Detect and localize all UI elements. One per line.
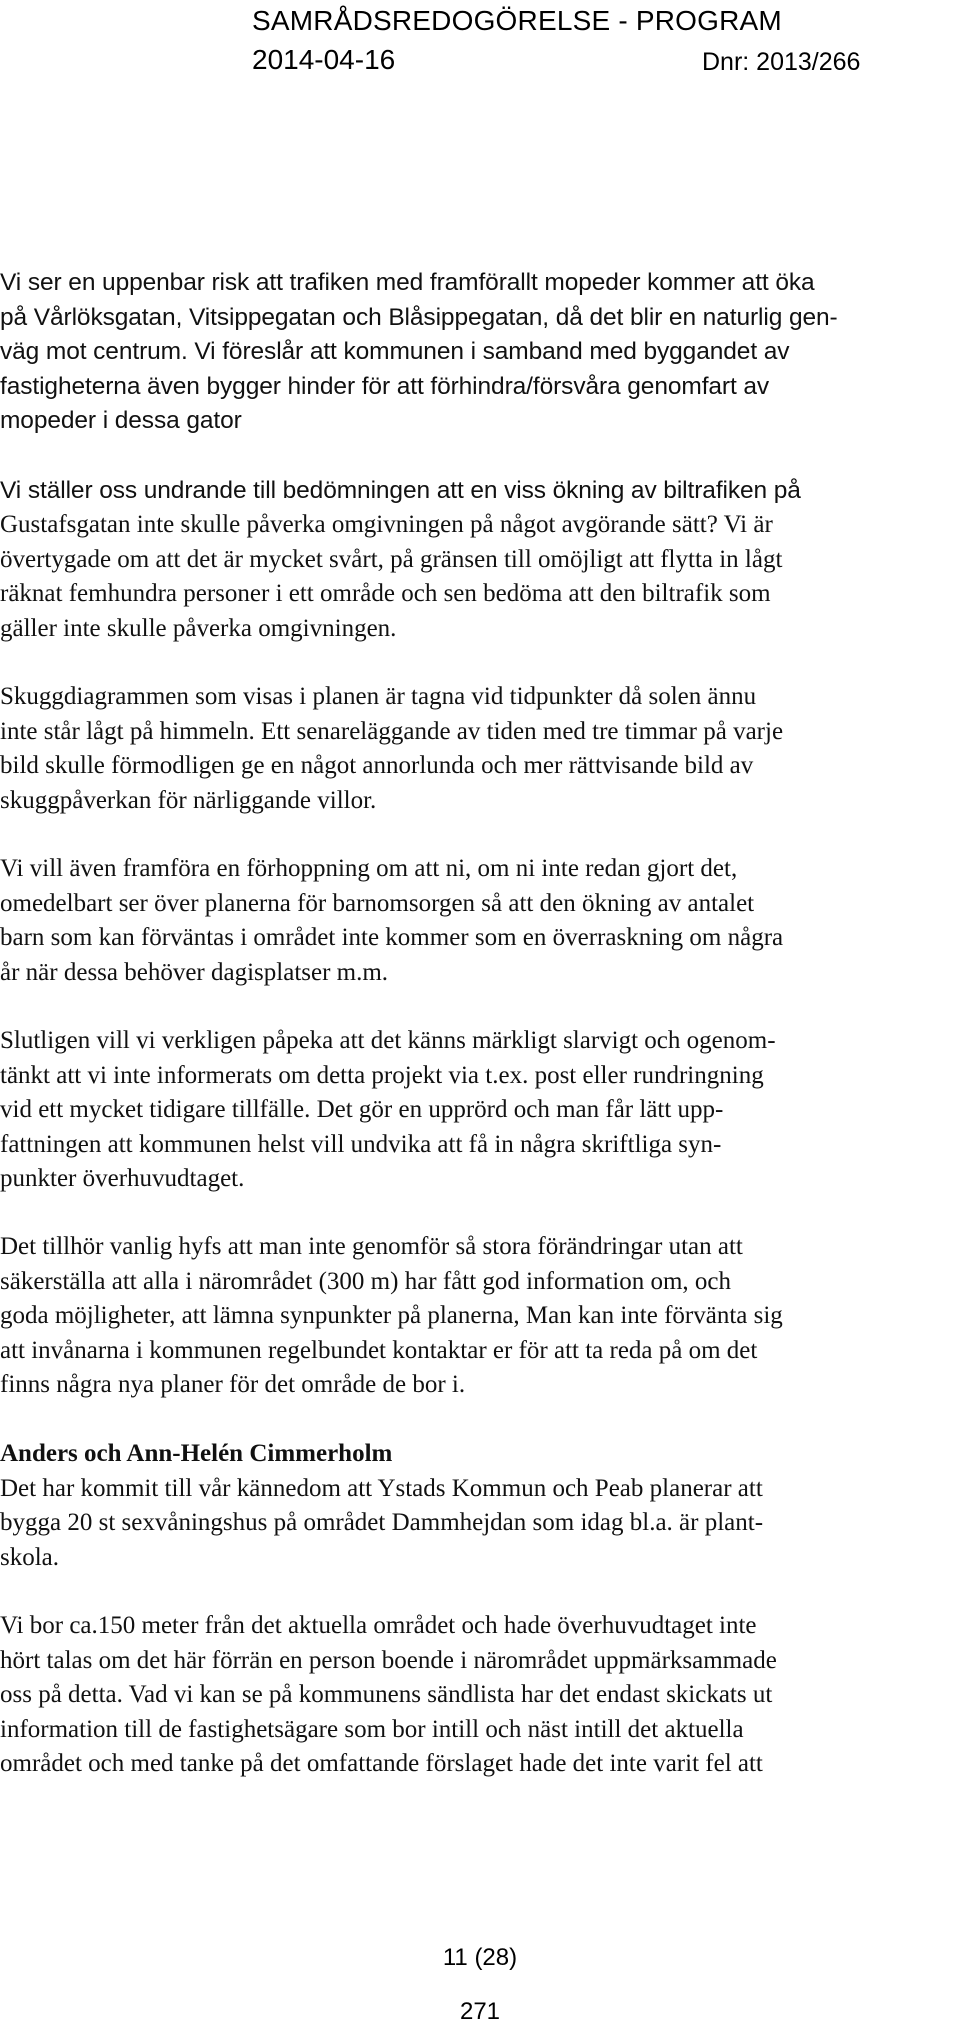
paragraph-shadow-diagrams: [0, 680, 960, 818]
text-line: Vi vill även framföra en förhoppning om att ni, om ni inte redan gjort det,: [0, 855, 738, 882]
text-line: gäller inte skulle påverka omgivningen.: [0, 614, 397, 642]
document-dnr: Dnr: 2013/266: [702, 48, 861, 76]
text-line: hört talas om det här förrän en person boende i närområdet uppmärksammade: [0, 1646, 777, 1674]
text-line: Gustafsgatan inte skulle påverka omgivningen på något avgörande sätt? Vi är: [0, 511, 773, 538]
text-line: säkerställa att alla i närområdet (300 m) har fått god information om, och: [0, 1267, 732, 1295]
text-line: inte står lågt på himmeln. Ett senareläggande av tiden med tre timmar på varje: [0, 717, 784, 745]
text-line: skola.: [0, 1543, 60, 1571]
paragraph-distance: [0, 1609, 960, 1782]
text-line: information till de fastighetsägare som bor intill och näst intill det aktuella: [0, 1715, 744, 1743]
text-line: vid ett mycket tidigare tillfälle. Det gör en upprörd och man får lätt upp-: [0, 1096, 724, 1124]
text-line: år när dessa behöver dagisplatser m.m.: [0, 958, 389, 986]
text-line: väg mot centrum. Vi föreslår att kommunen i samband med byggandet av: [0, 338, 790, 366]
document-title: SAMRÅDSREDOGÖRELSE - PROGRAM: [252, 5, 782, 36]
header-meta-row: [252, 40, 892, 80]
text-line: på Vårlöksgatan, Vitsippegatan och Blåsippegatan, då det blir en naturlig gen-: [0, 303, 838, 331]
page-number: 271: [459, 1998, 501, 2025]
text-line: att invånarna i kommunen regelbundet kontaktar er för att ta reda på om det: [0, 1336, 758, 1364]
text-line: området och med tanke på det omfattande förslaget hade det inte varit fel att: [0, 1750, 763, 1778]
paragraph-mopeds: [0, 266, 960, 439]
submitter-section: [0, 1437, 960, 1575]
text-line: fattningen att kommunen helst vill undvika att få in några skriftliga syn-: [0, 1130, 722, 1158]
text-line: bygga 20 st sexvåningshus på området Dammhejdan som idag bl.a. är plant-: [0, 1509, 764, 1537]
document-header: [252, 2, 892, 80]
text-line: bild skulle förmodligen ge en något annorlunda och mer rättvisande bild av: [0, 752, 754, 780]
text-line: tänkt att vi inte informerats om detta projekt via t.ex. post eller rundringning: [0, 1061, 764, 1089]
document-date: 2014-04-16: [252, 44, 396, 75]
text-line: finns några nya planer för det område de bor i.: [0, 1371, 466, 1399]
text-line: Det har kommit till vår kännedom att Ystads Kommun och Peab planerar att: [0, 1474, 763, 1502]
text-line: Vi bor ca.150 meter från det aktuella området och hade överhuvudtaget inte: [0, 1612, 757, 1639]
text-line: barn som kan förväntas i området inte kommer som en överraskning om några: [0, 924, 784, 952]
text-line: mopeder i dessa gator: [0, 407, 242, 435]
paragraph-childcare: [0, 852, 960, 990]
text-line: Det tillhör vanlig hyfs att man inte genomför så stora förändringar utan att: [0, 1233, 743, 1260]
text-line: oss på detta. Vad vi kan se på kommunens sändlista har det endast skickats ut: [0, 1681, 773, 1709]
text-line: Skuggdiagrammen som visas i planen är tagna vid tidpunkter då solen ännu: [0, 683, 757, 710]
text-line: skuggpåverkan för närliggande villor.: [0, 786, 377, 814]
text-line: Vi ställer oss undrande till bedömningen att en viss ökning av biltrafiken på: [0, 477, 801, 504]
text-line: goda möjligheter, att lämna synpunkter på planerna, Man kan inte förvänta sig: [0, 1302, 783, 1330]
paragraph-courtesy: [0, 1230, 960, 1403]
paragraph-traffic-gustafsgatan-start: [0, 474, 960, 509]
text-line: fastigheterna även bygger hinder för att förhindra/försvåra genomfart av: [0, 372, 770, 400]
text-line: omedelbart ser över planerna för barnomsorgen så att den ökning av antalet: [0, 889, 755, 917]
paragraph-traffic-gustafsgatan: [0, 508, 960, 646]
text-line: punkter överhuvudtaget.: [0, 1165, 245, 1193]
submitter-heading: Anders och Ann-Helén Cimmerholm: [0, 1440, 393, 1467]
paragraph-information: [0, 1024, 960, 1197]
page-of-indicator: 11 (28): [442, 1944, 518, 1971]
text-line: Slutligen vill vi verkligen påpeka att det känns märkligt slarvigt och ogenom-: [0, 1027, 776, 1054]
text-line: övertygade om att det är mycket svårt, på gränsen till omöjligt att flytta in lågt: [0, 545, 783, 573]
text-line: Vi ser en uppenbar risk att trafiken med framförallt mopeder kommer att öka: [0, 269, 815, 296]
text-line: räknat femhundra personer i ett område och sen bedöma att den biltrafik som: [0, 580, 771, 608]
